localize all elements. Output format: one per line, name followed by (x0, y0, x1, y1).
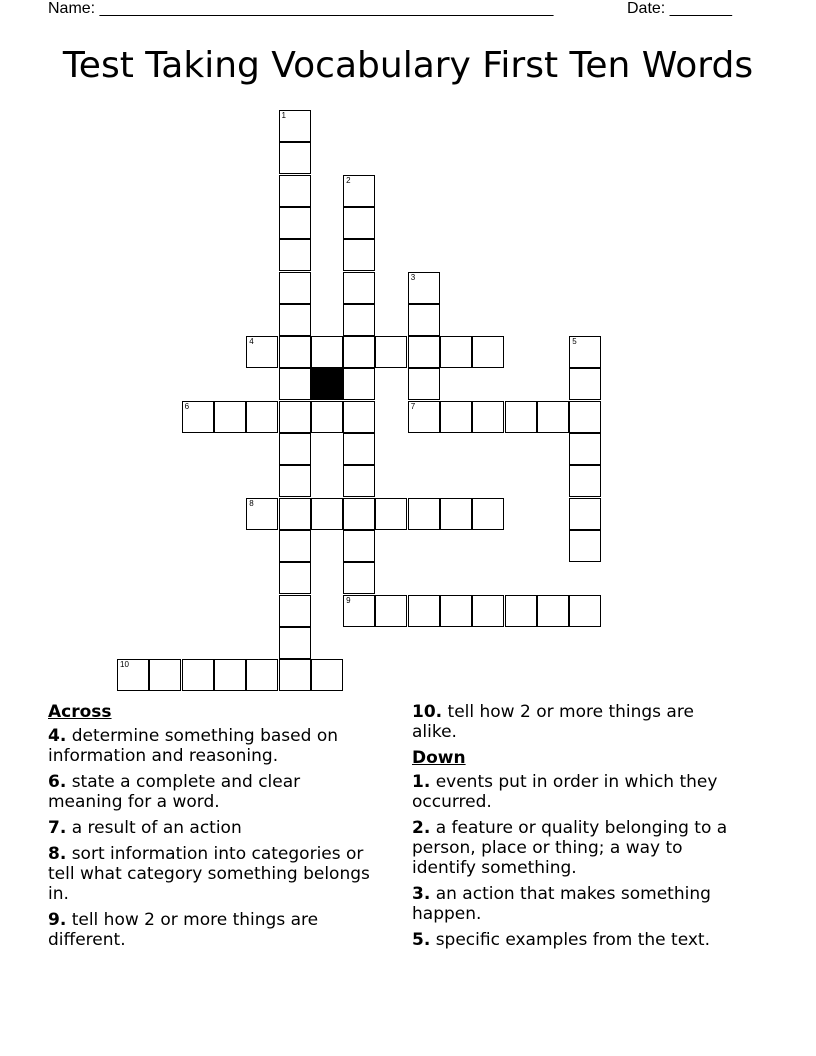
clue-number: 7. (48, 818, 67, 838)
crossword-cell[interactable] (343, 498, 375, 530)
crossword-cell[interactable] (343, 562, 375, 594)
crossword-cell[interactable] (408, 304, 440, 336)
clue-text: a result of an action (71, 818, 242, 838)
crossword-cell[interactable] (569, 336, 601, 368)
crossword-cell[interactable] (408, 595, 440, 627)
clue-down-3 (412, 884, 742, 924)
down-heading: Down (412, 748, 466, 768)
crossword-cell[interactable] (408, 401, 440, 433)
clue-text: sort information into categories or tell what category something belongs in. (48, 844, 370, 904)
clue-down-1 (412, 772, 742, 812)
crossword-cell[interactable] (117, 659, 149, 691)
crossword-cell[interactable] (214, 401, 246, 433)
crossword-cell[interactable] (440, 336, 472, 368)
crossword-cell[interactable] (311, 659, 343, 691)
clue-number-label: 7 (410, 401, 416, 411)
clue-text: an action that makes something happen. (412, 884, 711, 924)
crossword-cell[interactable] (343, 530, 375, 562)
clue-number-label: 4 (249, 337, 254, 347)
clue-text: tell how 2 or more things are different. (48, 910, 319, 950)
clue-across-10 (412, 702, 742, 742)
crossword-cell[interactable] (569, 368, 601, 400)
clue-number: 3. (412, 884, 431, 904)
name-field-label: Name: ___________________________________________________ (48, 0, 554, 17)
crossword-cell[interactable] (246, 401, 278, 433)
clue-number-label: 2 (346, 175, 351, 185)
crossword-cell[interactable] (343, 239, 375, 271)
crossword-cell[interactable] (279, 627, 311, 659)
crossword-cell[interactable] (279, 465, 311, 497)
crossword-cell[interactable] (279, 433, 311, 465)
crossword-cell[interactable] (343, 175, 375, 207)
crossword-cell[interactable] (343, 465, 375, 497)
clue-text: determine something based on information and reasoning. (48, 726, 338, 766)
crossword-cell[interactable] (182, 401, 214, 433)
crossword-cell[interactable] (343, 336, 375, 368)
clue-number: 1. (412, 772, 431, 792)
clue-text: specific examples from the text. (435, 930, 710, 950)
crossword-cell[interactable] (149, 659, 181, 691)
crossword-cell[interactable] (246, 659, 278, 691)
crossword-cell[interactable] (311, 498, 343, 530)
crossword-cell[interactable] (343, 433, 375, 465)
clue-number: 5. (412, 930, 431, 950)
crossword-cell[interactable] (343, 304, 375, 336)
crossword-cell[interactable] (279, 368, 311, 400)
clue-across-4 (48, 726, 378, 766)
crossword-cell[interactable] (279, 142, 311, 174)
crossword-cell[interactable] (408, 272, 440, 304)
crossword-cell[interactable] (472, 498, 504, 530)
crossword-cell[interactable] (279, 272, 311, 304)
clue-text: state a complete and clear meaning for a word. (48, 772, 301, 812)
crossword-cell[interactable] (505, 595, 537, 627)
crossword-cell[interactable] (375, 595, 407, 627)
crossword-cell[interactable] (440, 595, 472, 627)
crossword-cell[interactable] (375, 336, 407, 368)
clue-number: 2. (412, 818, 431, 838)
crossword-cell[interactable] (537, 595, 569, 627)
crossword-cell[interactable] (408, 368, 440, 400)
crossword-cell[interactable] (343, 595, 375, 627)
crossword-cell[interactable] (569, 401, 601, 433)
crossword-cell[interactable] (279, 304, 311, 336)
clue-number: 10. (412, 702, 443, 722)
crossword-cell[interactable] (343, 368, 375, 400)
crossword-cell[interactable] (569, 498, 601, 530)
clue-across-6 (48, 772, 378, 812)
crossword-cell[interactable] (246, 498, 278, 530)
crossword-cell[interactable] (311, 401, 343, 433)
crossword-cell[interactable] (214, 659, 246, 691)
clue-number-label: 5 (572, 337, 577, 347)
crossword-cell[interactable] (279, 530, 311, 562)
crossword-cell[interactable] (569, 465, 601, 497)
clue-down-5 (412, 930, 742, 950)
clue-number-label: 1 (281, 111, 286, 120)
crossword-cell[interactable] (408, 498, 440, 530)
crossword-cell[interactable] (343, 401, 375, 433)
clue-number: 8. (48, 844, 67, 864)
clue-across-9 (48, 910, 378, 950)
clue-number-label: 6 (184, 401, 190, 411)
across-heading: Across (48, 702, 112, 722)
crossword-cell[interactable] (569, 595, 601, 627)
clues-left-column (48, 702, 378, 956)
date-field-label: Date: _______ (627, 0, 732, 17)
crossword-cell[interactable] (279, 336, 311, 368)
crossword-cell[interactable] (279, 562, 311, 594)
clue-number-label: 8 (249, 498, 254, 508)
clue-text: a feature or quality belonging to a person, place or thing; a way to identify something. (412, 818, 728, 878)
crossword-cell[interactable] (440, 498, 472, 530)
crossword-cell[interactable] (182, 659, 214, 691)
clue-across-7 (48, 818, 378, 838)
crossword-cell[interactable] (472, 595, 504, 627)
clue-number-label: 3 (410, 272, 416, 282)
clue-down-2 (412, 818, 742, 878)
crossword-cell[interactable] (569, 530, 601, 562)
clue-across-8 (48, 844, 378, 904)
crossword-cell[interactable] (246, 336, 278, 368)
crossword-cell[interactable] (472, 336, 504, 368)
crossword-cell[interactable] (279, 595, 311, 627)
crossword-cell[interactable] (279, 498, 311, 530)
crossword-cell[interactable] (279, 207, 311, 239)
clue-text: events put in order in which they occurred. (412, 772, 718, 812)
crossword-cell[interactable] (472, 401, 504, 433)
crossword-cell[interactable] (279, 659, 311, 691)
crossword-cell[interactable] (505, 401, 537, 433)
crossword-cell[interactable] (343, 272, 375, 304)
clue-text: tell how 2 or more things are alike. (412, 702, 694, 742)
crossword-cell[interactable] (375, 498, 407, 530)
crossword-cell[interactable] (537, 401, 569, 433)
crossword-cell[interactable] (279, 175, 311, 207)
page-title: Test Taking Vocabulary First Ten Words (62, 45, 754, 86)
clue-number-label: 10 (120, 660, 129, 670)
crossword-cell[interactable] (569, 433, 601, 465)
clue-number: 9. (48, 910, 67, 930)
clues-right-column (412, 702, 742, 956)
crossword-cell[interactable] (343, 207, 375, 239)
crossword-cell[interactable] (311, 336, 343, 368)
crossword-cell[interactable] (279, 110, 311, 142)
crossword-cell[interactable] (408, 336, 440, 368)
crossword-cell[interactable] (440, 401, 472, 433)
crossword-cell[interactable] (279, 401, 311, 433)
clue-number-label: 9 (346, 595, 351, 605)
clue-number: 4. (48, 726, 67, 746)
crossword-cell[interactable] (279, 239, 311, 271)
clue-number: 6. (48, 772, 67, 792)
crossword-block (311, 368, 343, 400)
